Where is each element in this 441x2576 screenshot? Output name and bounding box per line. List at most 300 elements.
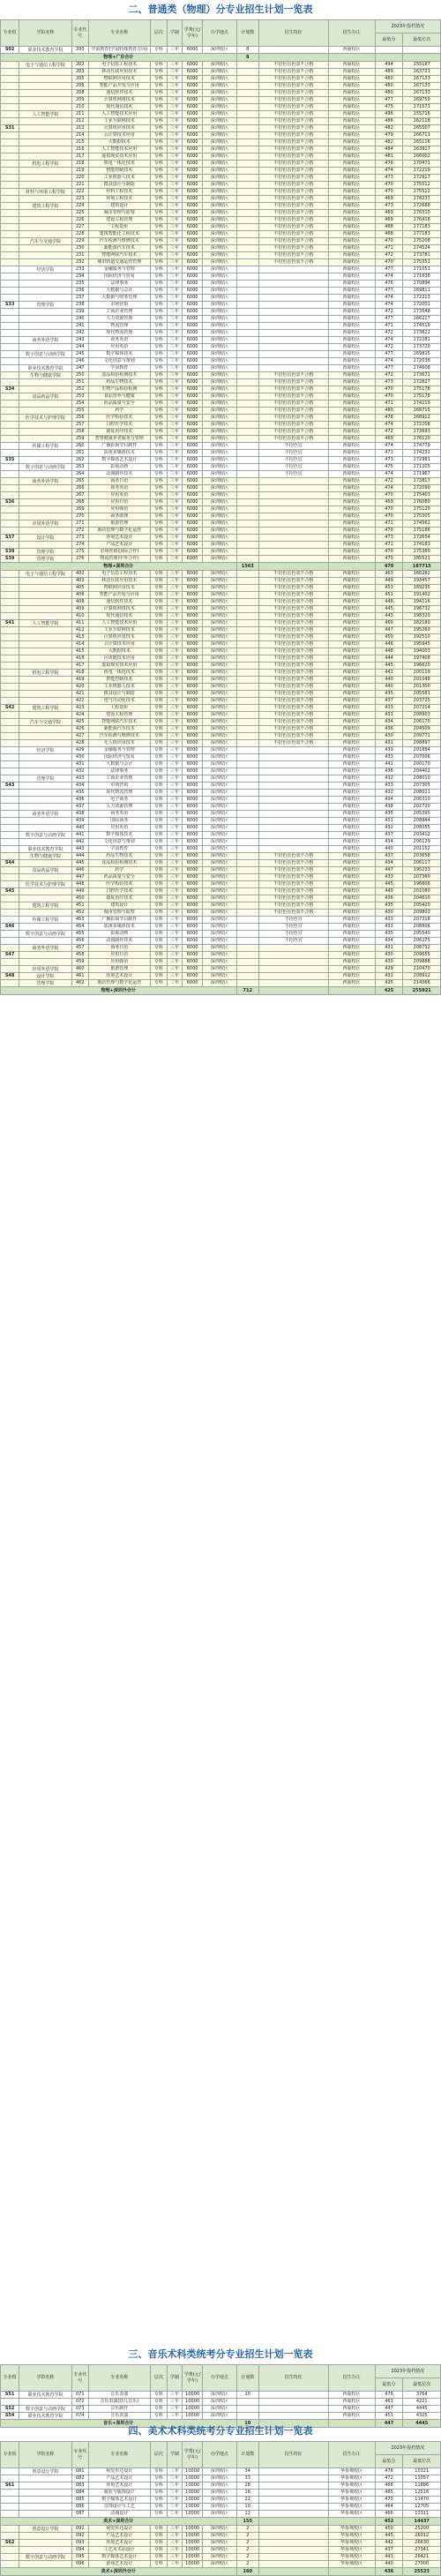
major-name-cell: 城市管理与监察 — [88, 910, 150, 917]
feature-cell: 不招色盲色弱不合格 — [258, 740, 328, 747]
years-cell: 三年 — [167, 309, 182, 316]
location-cell: 深圳校区 — [203, 118, 236, 125]
feature-cell: 不招色盲 — [258, 457, 328, 464]
years-cell: 三年 — [167, 663, 182, 670]
group-code-cell — [1, 295, 19, 302]
fee-cell: 10000 — [182, 2399, 202, 2406]
table-row — [1, 189, 441, 196]
min-rank-cell: 169750 — [403, 97, 441, 104]
group-code-cell — [1, 104, 19, 111]
school-cell: 商务外语学院 — [19, 478, 71, 485]
fee-cell: 6000 — [182, 867, 202, 874]
major-name-cell: 建筑设计 — [88, 203, 150, 210]
min-score-cell: 445 — [375, 606, 403, 613]
feature-cell — [258, 818, 328, 825]
school-cell — [19, 344, 71, 351]
school-cell — [19, 677, 71, 684]
header-fee: 学费(元/学年) — [182, 2442, 202, 2468]
min-rank-cell: 174779 — [403, 443, 441, 450]
min-score-cell: 438 — [375, 804, 403, 811]
fee-cell: 6000 — [182, 846, 202, 853]
remark-cell: 西丽校区 — [328, 273, 375, 281]
min-rank-cell: 195260 — [403, 627, 441, 634]
major-name-cell: 数字媒体艺术设计 — [88, 2554, 150, 2561]
min-score-cell: 469 — [375, 436, 403, 443]
fee-cell: 6000 — [182, 719, 202, 726]
major-name-cell: 建筑设计 — [88, 902, 150, 910]
total-label: 物理+广东合计 — [1, 54, 237, 62]
remark-cell: 西丽校区 — [328, 917, 375, 924]
location-cell: 深圳校区 — [203, 238, 236, 245]
level-cell: 专科 — [150, 259, 167, 266]
major-code-cell: 265 — [71, 478, 88, 485]
major-name-cell: 计算机应用技术 — [88, 125, 150, 132]
min-score-cell: 450 — [375, 2526, 403, 2533]
plan-cell — [236, 839, 258, 846]
school-cell — [19, 281, 71, 288]
min-rank-cell: 205581 — [403, 691, 441, 698]
level-cell: 专科 — [150, 924, 167, 931]
feature-cell — [258, 804, 328, 811]
remark-cell: 西丽校区 — [328, 513, 375, 520]
location-cell: 深圳校区 — [203, 549, 236, 556]
location-cell: 深圳校区 — [203, 655, 236, 663]
group-code-cell — [1, 931, 19, 938]
fee-cell: 6000 — [182, 902, 202, 910]
feature-cell: 不招色盲 — [258, 443, 328, 450]
min-score-cell: 460 — [375, 620, 403, 627]
location-cell: 深圳校区 — [203, 973, 236, 980]
remark-cell: 西丽校区 — [328, 648, 375, 655]
group-code-cell — [1, 528, 19, 535]
major-name-cell: 工业互联网技术 — [88, 118, 150, 125]
feature-cell — [258, 351, 328, 358]
years-cell: 三年 — [167, 839, 182, 846]
years-cell: 三年 — [167, 860, 182, 867]
remark-cell: 西丽校区 — [328, 443, 375, 450]
school-cell: 经济学院 — [19, 747, 71, 754]
group-code-cell — [1, 330, 19, 337]
min-score-cell: 481 — [375, 154, 403, 161]
years-cell: 三年 — [167, 747, 182, 754]
min-rank-cell: 176237 — [403, 196, 441, 203]
min-rank-cell: 207214 — [403, 705, 441, 712]
major-name-cell: 药品质量与安全 — [88, 401, 150, 408]
major-name-cell: 口腔医学技术 — [88, 888, 150, 895]
min-score-cell: 435 — [375, 931, 403, 938]
plan-cell — [236, 97, 258, 104]
feature-cell: 不招色盲 — [258, 450, 328, 457]
feature-cell: 不招色盲色弱不合格 — [258, 684, 328, 691]
location-cell: 深圳校区 — [203, 288, 236, 295]
feature-cell — [258, 825, 328, 832]
level-cell: 专科 — [150, 2413, 167, 2420]
feature-cell: 不招色盲色弱不合格 — [258, 139, 328, 146]
group-code-cell — [1, 917, 19, 924]
table-row — [1, 401, 441, 408]
group-code-cell — [1, 606, 19, 613]
min-score-cell: 472 — [375, 252, 403, 259]
major-code-cell: 236 — [71, 288, 88, 295]
location-cell: 深圳校区 — [203, 684, 236, 691]
school-cell — [19, 754, 71, 761]
min-rank-cell: 206117 — [403, 860, 441, 867]
min-rank-cell: 26421 — [403, 2554, 441, 2561]
group-code-cell — [1, 118, 19, 125]
min-rank-cell: 155716 — [403, 111, 441, 118]
feature-cell: 不招色盲色弱不合格 — [258, 888, 328, 895]
fee-cell: 6000 — [182, 980, 202, 987]
major-name-cell: 工艺美术品设计 — [88, 2547, 150, 2554]
major-name-cell: 康复治疗技术 — [88, 895, 150, 902]
admission-table-physics — [0, 19, 441, 995]
location-cell: 深圳校区 — [203, 47, 236, 54]
table-row — [1, 648, 441, 655]
fee-cell: 10000 — [182, 2547, 202, 2554]
school-cell — [19, 118, 71, 125]
school-cell — [19, 295, 71, 302]
plan-cell — [236, 606, 258, 613]
major-code-cell: 223 — [71, 196, 88, 203]
remark-cell: 华侨城校区 — [328, 2547, 375, 2554]
location-cell: 深圳校区 — [203, 252, 236, 259]
major-name-cell: 区块链技术应用 — [88, 655, 150, 663]
level-cell: 专科 — [150, 478, 167, 485]
level-cell: 专科 — [150, 846, 167, 853]
plan-cell — [236, 245, 258, 252]
min-rank-cell: 173693 — [403, 429, 441, 436]
fee-cell: 6000 — [182, 238, 202, 245]
major-name-cell: 汽车检测与维修技术 — [88, 733, 150, 740]
total-min — [375, 54, 403, 62]
total-label: 物理+深圳合计 — [1, 563, 237, 571]
plan-cell — [236, 945, 258, 952]
table-row — [1, 606, 441, 613]
group-code-cell — [1, 2511, 19, 2518]
remark-cell: 西丽校区 — [328, 492, 375, 499]
table-row — [1, 966, 441, 973]
major-name-cell: 环境工程技术 — [88, 196, 150, 203]
location-cell: 深圳校区 — [203, 719, 236, 726]
major-name-cell: 现代通信技术 — [88, 613, 150, 620]
remark-cell: 西丽校区 — [328, 62, 375, 69]
remark-cell: 西丽校区 — [328, 938, 375, 945]
min-score-cell: 476 — [375, 2468, 403, 2475]
remark-cell: 西丽校区 — [328, 316, 375, 323]
major-code-cell: 094 — [71, 2547, 88, 2554]
school-cell — [19, 698, 71, 705]
feature-cell — [258, 542, 328, 549]
school-cell — [19, 606, 71, 613]
feature-cell: 不招色盲色弱不合格 — [258, 571, 328, 578]
group-code-cell — [1, 196, 19, 203]
feature-cell — [258, 535, 328, 542]
table-row — [1, 924, 441, 931]
level-cell: 专科 — [150, 585, 167, 592]
years-cell: 三年 — [167, 2540, 182, 2547]
plan-cell — [236, 924, 258, 931]
plan-cell — [236, 768, 258, 775]
header-level: 层次 — [150, 2365, 167, 2392]
years-cell: 三年 — [167, 917, 182, 924]
feature-cell — [258, 754, 328, 761]
school-cell — [19, 217, 71, 224]
remark-cell: 西丽校区 — [328, 429, 375, 436]
major-name-cell: 工程造价 — [88, 705, 150, 712]
major-code-cell: 431 — [71, 761, 88, 768]
min-score-cell: 431 — [375, 945, 403, 952]
plan-cell: 16 — [236, 2490, 258, 2497]
major-code-cell: 074 — [71, 2413, 88, 2420]
min-score-cell: 472 — [375, 2475, 403, 2482]
major-code-cell: 238 — [71, 302, 88, 309]
school-cell: 数字创意与动画学院 — [19, 351, 71, 358]
min-rank-cell: 209771 — [403, 733, 441, 740]
location-cell: 深圳校区 — [203, 648, 236, 655]
group-code-cell — [1, 2399, 19, 2406]
group-code-cell: S02 — [1, 47, 19, 54]
level-cell: 专科 — [150, 754, 167, 761]
years-cell: 三年 — [167, 372, 182, 379]
table-row — [1, 506, 441, 513]
major-name-cell: 工业互联网技术 — [88, 627, 150, 634]
major-code-cell: 231 — [71, 252, 88, 259]
plan-cell — [236, 733, 258, 740]
feature-cell — [258, 832, 328, 839]
fee-cell: 6000 — [182, 549, 202, 556]
total-plan: 10 — [236, 2420, 258, 2428]
min-rank-cell: 167133 — [403, 90, 441, 97]
remark-cell: 西丽校区 — [328, 76, 375, 83]
min-rank-cell: 172208 — [403, 422, 441, 429]
min-rank-cell: 176310 — [403, 210, 441, 217]
min-score-cell: 436 — [375, 726, 403, 733]
feature-cell: 不招色盲色弱不合格 — [258, 606, 328, 613]
feature-cell: 不招色盲色弱不合格 — [258, 125, 328, 132]
remark-cell: 西丽校区 — [328, 386, 375, 393]
header-plan: 计划数 — [236, 2442, 258, 2468]
feature-cell — [258, 2468, 328, 2475]
header-major-code: 专业代号 — [71, 20, 88, 47]
group-code-cell: S37 — [1, 535, 19, 542]
years-cell: 三年 — [167, 556, 182, 563]
years-cell: 三年 — [167, 2554, 182, 2561]
feature-cell: 不招色盲色弱不合格 — [258, 401, 328, 408]
fee-cell: 6000 — [182, 790, 202, 797]
min-score-cell: 470 — [375, 238, 403, 245]
min-rank-cell: 201152 — [403, 846, 441, 853]
level-cell: 专科 — [150, 337, 167, 344]
table-row — [1, 768, 441, 775]
location-cell: 深圳校区 — [203, 938, 236, 945]
location-cell: 深圳校区 — [203, 330, 236, 337]
school-cell: 人工智能学院 — [19, 620, 71, 627]
plan-cell — [236, 655, 258, 663]
fee-cell: 6000 — [182, 429, 202, 436]
years-cell: 三年 — [167, 154, 182, 161]
feature-cell: 不招色盲色弱不合格 — [258, 860, 328, 867]
table-row — [1, 450, 441, 457]
years-cell: 三年 — [167, 90, 182, 97]
min-score-cell: 429 — [375, 966, 403, 973]
years-cell: 三年 — [167, 733, 182, 740]
location-cell: 深圳校区 — [203, 825, 236, 832]
min-score-cell: 430 — [375, 952, 403, 959]
feature-cell — [258, 549, 328, 556]
level-cell: 专科 — [150, 888, 167, 895]
years-cell: 三年 — [167, 895, 182, 902]
years-cell: 三年 — [167, 281, 182, 288]
plan-cell — [236, 712, 258, 719]
fee-cell: 6000 — [182, 542, 202, 549]
years-cell: 三年 — [167, 464, 182, 471]
years-cell: 三年 — [167, 2413, 182, 2420]
location-cell: 深圳校区 — [203, 556, 236, 563]
major-code-cell: 437 — [71, 804, 88, 811]
group-code-cell — [1, 344, 19, 351]
level-cell: 专科 — [150, 895, 167, 902]
remark-cell: 西丽校区 — [328, 825, 375, 832]
major-code-cell: 274 — [71, 542, 88, 549]
school-cell: 生物与健康学院 — [19, 853, 71, 860]
location-cell: 深圳校区 — [203, 302, 236, 309]
group-code-cell — [1, 542, 19, 549]
school-cell: 建筑工程学院 — [19, 705, 71, 712]
years-cell: 三年 — [167, 161, 182, 168]
remark-cell: 西丽校区 — [328, 860, 375, 867]
group-code-cell — [1, 478, 19, 485]
plan-cell — [236, 408, 258, 415]
plan-cell — [236, 578, 258, 585]
min-score-cell: 484 — [375, 146, 403, 154]
location-cell: 深圳校区 — [203, 2490, 236, 2497]
min-rank-cell: 163917 — [403, 146, 441, 154]
school-cell — [19, 2511, 71, 2518]
major-name-cell: 人工智能技术应用 — [88, 620, 150, 627]
remark-cell: 西丽校区 — [328, 288, 375, 295]
years-cell: 三年 — [167, 457, 182, 464]
min-rank-cell: 172281 — [403, 337, 441, 344]
major-code-cell: 419 — [71, 677, 88, 684]
location-cell: 深圳校区 — [203, 259, 236, 266]
level-cell: 专科 — [150, 351, 167, 358]
years-cell: 三年 — [167, 648, 182, 655]
level-cell: 专科 — [150, 224, 167, 231]
school-cell — [19, 358, 71, 365]
min-score-cell: 478 — [375, 415, 403, 422]
group-code-cell: S51 — [1, 2392, 19, 2399]
major-code-cell: 205 — [71, 76, 88, 83]
table-row — [1, 867, 441, 874]
plan-cell — [236, 182, 258, 189]
location-cell: 深圳校区 — [203, 2482, 236, 2490]
fee-cell: 6000 — [182, 499, 202, 506]
min-score-cell: 445 — [375, 881, 403, 888]
feature-cell: 不招色盲色弱不合格 — [258, 408, 328, 415]
plan-cell — [236, 443, 258, 450]
plan-cell — [236, 154, 258, 161]
fee-cell: 10000 — [182, 2482, 202, 2490]
major-name-cell: 生物产品检验检测 — [88, 386, 150, 393]
total-rank: 4445 — [403, 2420, 441, 2428]
location-cell: 深圳校区 — [203, 231, 236, 238]
school-cell — [19, 726, 71, 733]
school-cell — [19, 175, 71, 182]
min-score-cell: 434 — [375, 938, 403, 945]
min-rank-cell: 175120 — [403, 506, 441, 513]
years-cell: 三年 — [167, 874, 182, 881]
years-cell: 三年 — [167, 2547, 182, 2554]
remark-cell: 西丽校区 — [328, 839, 375, 846]
min-rank-cell: 173817 — [403, 478, 441, 485]
years-cell: 三年 — [167, 719, 182, 726]
fee-cell: 6000 — [182, 754, 202, 761]
fee-cell: 6000 — [182, 379, 202, 386]
remark-cell: 华侨城校区 — [328, 2533, 375, 2540]
header-feature: 招生特征 — [258, 2442, 328, 2468]
min-rank-cell: 12311 — [403, 2511, 441, 2518]
plan-cell — [236, 627, 258, 634]
min-score-cell: 450 — [375, 634, 403, 641]
fee-cell: 6000 — [182, 677, 202, 684]
feature-cell — [258, 478, 328, 485]
major-code-cell: 414 — [71, 641, 88, 648]
remark-cell: 西丽校区 — [328, 698, 375, 705]
location-cell: 深圳校区 — [203, 125, 236, 132]
level-cell: 专科 — [150, 393, 167, 401]
level-cell: 专科 — [150, 415, 167, 422]
table-row — [1, 571, 441, 578]
total-label: 音乐+深圳合计 — [1, 2420, 237, 2428]
major-name-cell: 酒店管理与数字化运营 — [88, 980, 150, 987]
table-row — [1, 281, 441, 288]
school-cell: 建筑工程学院 — [19, 902, 71, 910]
min-score-cell: 433 — [375, 874, 403, 881]
min-score-cell: 469 — [375, 210, 403, 217]
fee-cell: 6000 — [182, 330, 202, 337]
min-rank-cell: 196732 — [403, 606, 441, 613]
min-rank-cell: 171967 — [403, 471, 441, 478]
school-cell — [19, 938, 71, 945]
min-score-cell: 489 — [375, 69, 403, 76]
years-cell: 三年 — [167, 973, 182, 980]
group-code-cell — [1, 415, 19, 422]
feature-cell — [258, 790, 328, 797]
table-row — [1, 535, 441, 542]
major-name-cell: 影视动画 — [88, 931, 150, 938]
table-row — [1, 691, 441, 698]
school-cell — [19, 924, 71, 931]
table-row — [1, 980, 441, 987]
min-rank-cell: 195945 — [403, 641, 441, 648]
location-cell: 深圳校区 — [203, 2547, 236, 2554]
fee-cell: 6000 — [182, 599, 202, 606]
years-cell: 三年 — [167, 97, 182, 104]
school-cell — [19, 641, 71, 648]
fee-cell: 6000 — [182, 436, 202, 443]
major-code-cell: 235 — [71, 281, 88, 288]
min-score-cell: 464 — [375, 2504, 403, 2511]
remark-cell: 西丽校区 — [328, 888, 375, 895]
group-code-cell: S33 — [1, 302, 19, 309]
remark-cell: 西丽校区 — [328, 910, 375, 917]
major-name-cell: 数字媒体艺术设计 — [88, 2497, 150, 2504]
plan-cell — [236, 457, 258, 464]
major-code-cell: 460 — [71, 966, 88, 973]
plan-cell: 22 — [236, 2497, 258, 2504]
years-cell: 三年 — [167, 768, 182, 775]
plan-cell — [236, 266, 258, 273]
